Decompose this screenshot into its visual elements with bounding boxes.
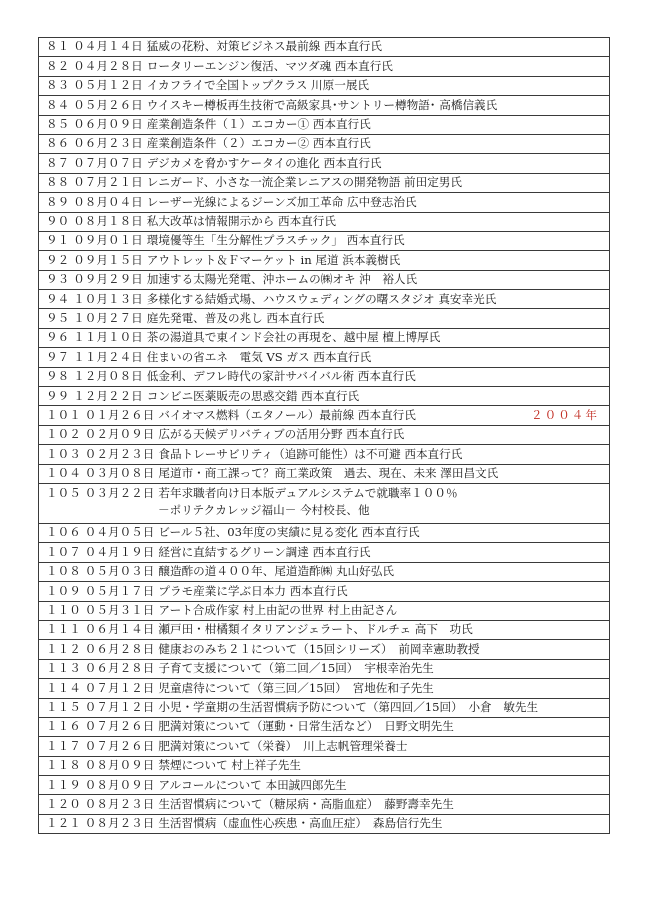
- entry-title: 低金利、デフレ時代の家計サバイバル術 西本直行氏: [146, 369, 416, 384]
- entry-title: 庭先発電、普及の兆し 西本直行氏: [146, 310, 325, 325]
- entry-title: 肥満対策について（運動・日常生活など） 日野文明先生: [158, 719, 454, 734]
- table-row: [39, 57, 610, 76]
- entry-cell: [39, 57, 610, 76]
- entry-cell: [39, 38, 610, 57]
- entry-title: ロータリーエンジン復活、マツダ魂 西本直行氏: [146, 58, 393, 73]
- entry-number: ９１: [46, 233, 70, 248]
- entry-date: １０月１３日: [73, 291, 143, 306]
- entry-cell: [39, 231, 610, 250]
- entry-title: 肥満対策について（栄養） 川上志帆管理栄養士: [158, 738, 408, 753]
- table-row: [39, 115, 610, 134]
- entry-number: ９５: [46, 310, 70, 325]
- entry-number: １１１: [46, 622, 81, 637]
- entry-cell: [39, 601, 610, 620]
- table-row: [39, 659, 610, 678]
- table-row: [39, 425, 610, 444]
- entry-title: 若年求職者向け日本版デュアルシステムで就職率１００％: [158, 485, 458, 500]
- entry-date: ０２月０９日: [84, 427, 155, 442]
- entry-date: ０８月０４日: [73, 194, 143, 209]
- entry-date: ０７月２６日: [84, 738, 155, 753]
- entry-date: １１月２４日: [73, 349, 143, 364]
- entry-cell: [39, 348, 610, 367]
- entry-title: 生活習慣病（虚血性心疾患・高血圧症） 森島信行先生: [158, 816, 443, 831]
- entry-number: １１３: [46, 661, 81, 676]
- entry-date: ０５月１７日: [84, 583, 155, 598]
- entry-cell: [39, 270, 610, 289]
- entry-title: プラモ産業に学ぶ日本力 西本直行氏: [158, 583, 348, 598]
- entry-title: 猛威の花粉、対策ビジネス最前線 西本直行氏: [146, 39, 382, 54]
- entry-date: ０６月０９日: [73, 117, 143, 132]
- entry-number: ８２: [46, 58, 70, 73]
- entry-date: １１月１０日: [73, 330, 143, 345]
- entry-number: ９９: [46, 388, 70, 403]
- entry-title: コンビニ医薬販売の思惑交錯 西本直行氏: [146, 388, 360, 403]
- table-row: [39, 328, 610, 347]
- entry-cell: [39, 154, 610, 173]
- entry-cell: [39, 406, 610, 425]
- entry-date: ０７月２１日: [73, 175, 143, 190]
- table-row: [39, 582, 610, 601]
- entry-cell: [39, 814, 610, 833]
- entry-title: バイオマス燃料（エタノール）最前線 西本直行氏: [158, 407, 416, 422]
- entry-title: 広がる天候デリバティブの活用分野 西本直行氏: [158, 427, 405, 442]
- entry-number: ８１: [46, 39, 70, 54]
- entry-date: ０４月２８日: [73, 58, 143, 73]
- entry-date: ０３月０８日: [84, 466, 155, 481]
- entry-date: １２月２２日: [73, 388, 143, 403]
- entry-date: ０９月０１日: [73, 233, 143, 248]
- entry-date: ０７月１２日: [84, 699, 155, 714]
- entry-title: ウイスキー樽板再生技術で高級家具･サントリー樽物語･ 高橋信義氏: [146, 97, 498, 112]
- table-row: [39, 543, 610, 562]
- entry-title: 児童虐待について（第三回／15回） 宮地佐和子先生: [158, 680, 434, 695]
- entry-cell: [39, 290, 610, 309]
- episode-list-table: [38, 37, 610, 834]
- table-row: [39, 154, 610, 173]
- entry-number: １０７: [46, 544, 81, 559]
- table-row: [39, 387, 610, 406]
- entry-title: アルコールについて 本田誠四郎先生: [158, 777, 347, 792]
- entry-number: １２０: [46, 796, 81, 811]
- table-row: [39, 756, 610, 775]
- entry-cell: [39, 425, 610, 444]
- entry-date: ０９月２９日: [73, 272, 143, 287]
- entry-cell: [39, 251, 610, 270]
- entry-date: ０４月１４日: [73, 39, 143, 54]
- entry-cell: [39, 795, 610, 814]
- table-row: [39, 38, 610, 57]
- entry-number: ９６: [46, 330, 70, 345]
- entry-date: ０５月３１日: [84, 603, 155, 618]
- table-row: [39, 348, 610, 367]
- entry-date: ０７月２６日: [84, 719, 155, 734]
- entry-title: 健康おのみち２１について（15回シリーズ） 前岡幸憲助教授: [158, 641, 480, 656]
- entry-number: １０５: [46, 485, 81, 500]
- entry-date: ０５月１２日: [73, 78, 143, 93]
- entry-cell: [39, 737, 610, 756]
- table-row: [39, 483, 610, 523]
- entry-cell: [39, 717, 610, 736]
- table-row: [39, 134, 610, 153]
- entry-title: 食品トレーサビリティ（追跡可能性）は不可避 西本直行氏: [158, 446, 463, 461]
- table-row: [39, 698, 610, 717]
- table-row: [39, 640, 610, 659]
- entry-cell: [39, 464, 610, 483]
- table-row: [39, 737, 610, 756]
- entry-cell: [39, 193, 610, 212]
- entry-cell: [39, 523, 610, 542]
- entry-title: 多様化する結婚式場、ハウスウェディングの曙スタジオ 真安幸光氏: [146, 291, 497, 306]
- entry-date: ０８月０９日: [84, 777, 155, 792]
- entry-number: ９８: [46, 369, 70, 384]
- entry-date: ０９月１５日: [73, 252, 143, 267]
- entry-date: ０７月１２日: [84, 680, 155, 695]
- entry-title: アート合成作家 村上由記の世界 村上由記さん: [158, 603, 398, 618]
- entry-date: ０６月２８日: [84, 661, 155, 676]
- entry-date: ０８月１８日: [73, 214, 143, 228]
- table-row: [39, 290, 610, 309]
- table-row: [39, 193, 610, 212]
- entry-number: １１２: [46, 641, 81, 656]
- entry-number: ９７: [46, 349, 70, 364]
- entry-title: レニガード、小さな一流企業レニアスの開発物語 前田定男氏: [146, 175, 462, 190]
- table-row: [39, 406, 610, 425]
- entry-title: 経営に直結するグリーン調達 西本直行氏: [158, 544, 371, 559]
- entry-number: １０６: [46, 525, 81, 540]
- entry-date: ０８月０９日: [84, 758, 155, 773]
- document-page: [38, 37, 610, 834]
- entry-cell: [39, 582, 610, 601]
- entry-cell: [39, 756, 610, 775]
- entry-date: ０３月２２日: [84, 485, 155, 500]
- entry-cell: [39, 96, 610, 115]
- entry-number: １０３: [46, 446, 81, 461]
- table-row: [39, 212, 610, 231]
- entry-cell: [39, 776, 610, 795]
- entry-number: １１８: [46, 758, 81, 773]
- table-row: [39, 96, 610, 115]
- entry-number: １２１: [46, 816, 81, 831]
- entry-cell: [39, 309, 610, 328]
- entry-cell: [39, 698, 610, 717]
- entry-cell: [39, 387, 610, 406]
- entry-number: １１５: [46, 699, 81, 714]
- entry-number: ８８: [46, 175, 70, 190]
- entry-cell: [39, 562, 610, 581]
- entry-number: １０９: [46, 583, 81, 598]
- entry-title: イカフライで全国トップクラス 川原一展氏: [146, 78, 370, 93]
- table-row: [39, 717, 610, 736]
- entry-title: 小児・学童期の生活習慣病予防について（第四回／15回） 小倉 敏先生: [158, 699, 539, 714]
- entry-title: 子育て支援について（第二回／15回） 宇根幸治先生: [158, 661, 434, 676]
- entry-title: アウトレット＆Ｆマーケット in 尾道 浜本義樹氏: [146, 252, 401, 267]
- table-row: [39, 251, 610, 270]
- entry-number: ９３: [46, 272, 70, 287]
- table-row: [39, 814, 610, 833]
- entry-cell: [39, 212, 610, 231]
- entry-cell: [39, 679, 610, 698]
- entry-date: ０６月１４日: [84, 622, 155, 637]
- year-marker: ２００４年: [531, 407, 599, 422]
- table-row: [39, 309, 610, 328]
- entry-number: １０８: [46, 564, 81, 579]
- entry-title: ビール５社、03年度の実績に見る変化 西本直行氏: [158, 525, 420, 540]
- entry-cell: [39, 134, 610, 153]
- table-row: [39, 270, 610, 289]
- entry-cell: [39, 328, 610, 347]
- entry-title: 茶の湯道具で東インド会社の再現を、越中屋 檀上博厚氏: [146, 330, 441, 345]
- table-row: [39, 562, 610, 581]
- entry-title: 住まいの省エネ 電気 VS ガス 西本直行氏: [146, 349, 372, 364]
- entry-title: 産業創造条件（２）エコカー② 西本直行氏: [146, 136, 371, 151]
- entry-title: 生活習慣病について（糖尿病・高脂血症） 藤野壽幸先生: [158, 796, 454, 811]
- entry-number: ８９: [46, 194, 70, 209]
- entry-title: 産業創造条件（１）エコカー① 西本直行氏: [146, 117, 371, 132]
- entry-cell: [39, 445, 610, 464]
- entry-cell: [39, 76, 610, 95]
- entry-number: １１４: [46, 680, 81, 695]
- entry-number: ９０: [46, 214, 70, 228]
- entry-date: １０月２７日: [73, 310, 143, 325]
- entry-number: １１６: [46, 719, 81, 734]
- entry-number: １０１: [46, 407, 81, 422]
- entry-date: ０４月０５日: [84, 525, 155, 540]
- table-row: [39, 445, 610, 464]
- entry-date: ０８月２３日: [84, 796, 155, 811]
- entry-date: ０２月２３日: [84, 446, 155, 461]
- entry-cell: [39, 659, 610, 678]
- entry-date: ０１月２６日: [84, 407, 155, 422]
- table-row: [39, 776, 610, 795]
- table-row: [39, 231, 610, 250]
- entry-title: 醸造酢の道４００年、尾道造酢㈱ 丸山好弘氏: [158, 564, 394, 579]
- entry-number: ８５: [46, 117, 70, 132]
- entry-number: １１７: [46, 738, 81, 753]
- entry-date: ０６月２３日: [73, 136, 143, 151]
- entry-title: 環境優等生「生分解性プラスチック」 西本直行氏: [146, 233, 405, 248]
- entry-number: ９４: [46, 291, 70, 306]
- entry-cell: [39, 367, 610, 386]
- entry-number: １０２: [46, 427, 81, 442]
- table-row: [39, 76, 610, 95]
- entry-number: ８３: [46, 78, 70, 93]
- entry-date: ０５月０３日: [84, 564, 155, 579]
- entry-title: 加速する太陽光発電、沖ホームの㈱オキ 沖 裕人氏: [146, 272, 418, 287]
- entry-cell: [39, 173, 610, 192]
- entry-number: ８７: [46, 155, 70, 170]
- entry-cell: [39, 640, 610, 659]
- entry-title-line2: －ポリテクカレッジ福山－ 今村校長、他: [158, 503, 370, 518]
- table-row: [39, 367, 610, 386]
- entry-date: ０５月２６日: [73, 97, 143, 112]
- table-row: [39, 795, 610, 814]
- entry-title: デジカメを脅かすケータイの進化 西本直行氏: [146, 155, 382, 170]
- entry-cell: [39, 115, 610, 134]
- entry-title: 私大改革は情報開示から 西本直行氏: [146, 214, 336, 228]
- table-row: [39, 173, 610, 192]
- entry-title: 瀬戸田・柑橘類イタリアンジェラート、ドルチェ 高下 功氏: [158, 622, 473, 637]
- entry-date: ０７月０７日: [73, 155, 143, 170]
- table-row: [39, 601, 610, 620]
- entry-number: ８６: [46, 136, 70, 151]
- table-row: [39, 464, 610, 483]
- table-row: [39, 620, 610, 639]
- entry-number: ９２: [46, 252, 70, 267]
- entry-cell: [39, 543, 610, 562]
- entry-number: １０４: [46, 466, 81, 481]
- entry-cell: [39, 483, 610, 523]
- entry-number: １１０: [46, 603, 81, 618]
- entry-number: ８４: [46, 97, 70, 112]
- entry-date: ０８月２３日: [84, 816, 155, 831]
- entry-cell: [39, 620, 610, 639]
- entry-title: 禁煙について 村上祥子先生: [158, 758, 301, 773]
- entry-title: レーザー光線によるジーンズ加工革命 広中登志治氏: [146, 194, 417, 209]
- entry-number: １１９: [46, 777, 81, 792]
- entry-date: ０６月２８日: [84, 641, 155, 656]
- entry-date: １２月０８日: [73, 369, 143, 384]
- entry-date: ０４月１９日: [84, 544, 155, 559]
- table-row: [39, 523, 610, 542]
- table-row: [39, 679, 610, 698]
- entry-title: 尾道市・商工課って？商工業政策 過去、現在、未来 澤田昌文氏: [158, 466, 499, 481]
